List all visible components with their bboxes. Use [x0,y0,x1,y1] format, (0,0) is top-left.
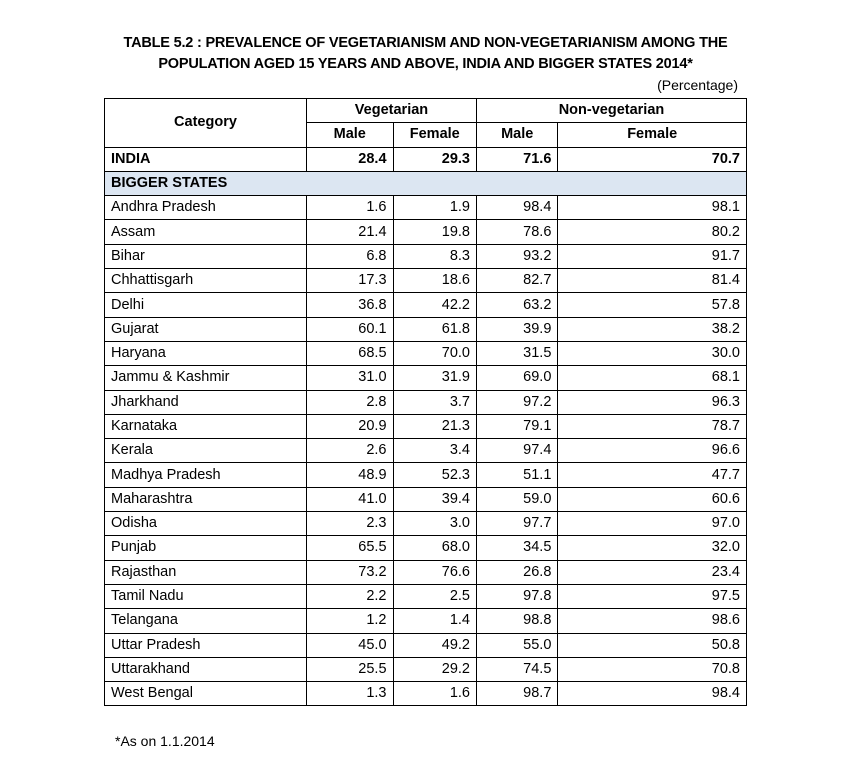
veg-female-value: 29.3 [393,147,476,171]
veg-female-value: 2.5 [393,584,476,608]
unit-note: (Percentage) [657,77,738,93]
row-name: Karnataka [105,414,307,438]
row-name: Jammu & Kashmir [105,366,307,390]
nonveg-female-value: 50.8 [558,633,747,657]
table-row [105,390,747,414]
table-row [105,341,747,365]
veg-female-value: 8.3 [393,244,476,268]
india-row [105,147,747,171]
footnote: *As on 1.1.2014 [115,733,215,749]
row-name: Uttarakhand [105,657,307,681]
veg-female-value: 1.9 [393,196,476,220]
nonveg-male-value: 39.9 [476,317,557,341]
nonveg-male-value: 63.2 [476,293,557,317]
header-non-vegetarian: Non-vegetarian [476,99,746,123]
veg-female-value: 42.2 [393,293,476,317]
veg-male-value: 25.5 [306,657,393,681]
table-row [105,633,747,657]
nonveg-female-value: 97.5 [558,584,747,608]
table-row [105,196,747,220]
nonveg-male-value: 93.2 [476,244,557,268]
nonveg-female-value: 78.7 [558,414,747,438]
table-row [105,293,747,317]
veg-female-value: 70.0 [393,341,476,365]
table-row [105,487,747,511]
row-name: Bihar [105,244,307,268]
nonveg-female-value: 68.1 [558,366,747,390]
veg-male-value: 17.3 [306,269,393,293]
veg-female-value: 76.6 [393,560,476,584]
nonveg-male-value: 97.4 [476,439,557,463]
veg-female-value: 52.3 [393,463,476,487]
table-row [105,414,747,438]
row-name: INDIA [105,147,307,171]
veg-male-value: 73.2 [306,560,393,584]
veg-female-value: 1.6 [393,682,476,706]
nonveg-female-value: 60.6 [558,487,747,511]
row-name: Tamil Nadu [105,584,307,608]
veg-female-value: 3.4 [393,439,476,463]
table-row [105,244,747,268]
veg-female-value: 39.4 [393,487,476,511]
table-title-line-1: TABLE 5.2 : PREVALENCE OF VEGETARIANISM AND NON-VEGETARIANISM AMONG THE [123,35,728,51]
table-row [105,682,747,706]
nonveg-male-value: 98.8 [476,609,557,633]
nonveg-female-value: 32.0 [558,536,747,560]
veg-female-value: 21.3 [393,414,476,438]
veg-female-value: 49.2 [393,633,476,657]
row-name: West Bengal [105,682,307,706]
header-row-groups [105,99,747,123]
table-title [0,33,851,75]
nonveg-female-value: 81.4 [558,269,747,293]
veg-male-value: 48.9 [306,463,393,487]
nonveg-male-value: 98.4 [476,196,557,220]
nonveg-female-value: 97.0 [558,512,747,536]
nonveg-male-value: 97.2 [476,390,557,414]
row-name: Odisha [105,512,307,536]
veg-male-value: 2.6 [306,439,393,463]
veg-female-value: 19.8 [393,220,476,244]
table-row [105,463,747,487]
nonveg-male-value: 55.0 [476,633,557,657]
row-name: Uttar Pradesh [105,633,307,657]
veg-female-value: 68.0 [393,536,476,560]
row-name: Jharkhand [105,390,307,414]
header-vegetarian: Vegetarian [306,99,476,123]
veg-male-value: 2.3 [306,512,393,536]
nonveg-male-value: 78.6 [476,220,557,244]
nonveg-female-value: 38.2 [558,317,747,341]
veg-male-value: 21.4 [306,220,393,244]
veg-male-value: 41.0 [306,487,393,511]
table-row [105,366,747,390]
nonveg-female-value: 80.2 [558,220,747,244]
veg-female-value: 31.9 [393,366,476,390]
veg-male-value: 65.5 [306,536,393,560]
table-row [105,512,747,536]
nonveg-female-value: 47.7 [558,463,747,487]
veg-female-value: 29.2 [393,657,476,681]
nonveg-male-value: 26.8 [476,560,557,584]
table-row [105,269,747,293]
nonveg-male-value: 31.5 [476,341,557,365]
veg-male-value: 20.9 [306,414,393,438]
row-name: Delhi [105,293,307,317]
nonveg-female-value: 70.8 [558,657,747,681]
veg-female-value: 3.7 [393,390,476,414]
header-nonveg-female: Female [558,123,747,147]
veg-female-value: 3.0 [393,512,476,536]
nonveg-male-value: 71.6 [476,147,557,171]
section-row-bigger-states [105,171,747,195]
veg-male-value: 45.0 [306,633,393,657]
nonveg-male-value: 79.1 [476,414,557,438]
header-veg-female: Female [393,123,476,147]
table-row [105,609,747,633]
veg-male-value: 1.6 [306,196,393,220]
nonveg-female-value: 98.6 [558,609,747,633]
header-nonveg-male: Male [476,123,557,147]
nonveg-female-value: 96.3 [558,390,747,414]
table-title-line-2: POPULATION AGED 15 YEARS AND ABOVE, INDIA AND BIGGER STATES 2014* [158,56,693,72]
table-row [105,657,747,681]
nonveg-female-value: 57.8 [558,293,747,317]
table-row [105,220,747,244]
table-row [105,584,747,608]
row-name: Maharashtra [105,487,307,511]
section-label: BIGGER STATES [105,171,747,195]
header-veg-male: Male [306,123,393,147]
nonveg-female-value: 70.7 [558,147,747,171]
veg-male-value: 60.1 [306,317,393,341]
veg-male-value: 2.8 [306,390,393,414]
row-name: Chhattisgarh [105,269,307,293]
nonveg-female-value: 98.1 [558,196,747,220]
nonveg-male-value: 97.8 [476,584,557,608]
nonveg-female-value: 23.4 [558,560,747,584]
veg-male-value: 6.8 [306,244,393,268]
nonveg-male-value: 69.0 [476,366,557,390]
nonveg-female-value: 98.4 [558,682,747,706]
nonveg-male-value: 34.5 [476,536,557,560]
row-name: Rajasthan [105,560,307,584]
veg-female-value: 1.4 [393,609,476,633]
veg-male-value: 28.4 [306,147,393,171]
header-category: Category [105,99,307,148]
row-name: Andhra Pradesh [105,196,307,220]
table-row [105,560,747,584]
row-name: Kerala [105,439,307,463]
veg-male-value: 36.8 [306,293,393,317]
nonveg-male-value: 59.0 [476,487,557,511]
row-name: Gujarat [105,317,307,341]
data-table [104,98,747,706]
nonveg-male-value: 82.7 [476,269,557,293]
nonveg-female-value: 96.6 [558,439,747,463]
row-name: Telangana [105,609,307,633]
veg-female-value: 18.6 [393,269,476,293]
table-row [105,536,747,560]
nonveg-male-value: 74.5 [476,657,557,681]
veg-male-value: 2.2 [306,584,393,608]
row-name: Assam [105,220,307,244]
veg-male-value: 1.2 [306,609,393,633]
veg-male-value: 68.5 [306,341,393,365]
table-row [105,439,747,463]
nonveg-female-value: 30.0 [558,341,747,365]
nonveg-male-value: 97.7 [476,512,557,536]
nonveg-female-value: 91.7 [558,244,747,268]
veg-male-value: 31.0 [306,366,393,390]
nonveg-male-value: 51.1 [476,463,557,487]
nonveg-male-value: 98.7 [476,682,557,706]
veg-female-value: 61.8 [393,317,476,341]
row-name: Punjab [105,536,307,560]
row-name: Haryana [105,341,307,365]
veg-male-value: 1.3 [306,682,393,706]
table-row [105,317,747,341]
row-name: Madhya Pradesh [105,463,307,487]
